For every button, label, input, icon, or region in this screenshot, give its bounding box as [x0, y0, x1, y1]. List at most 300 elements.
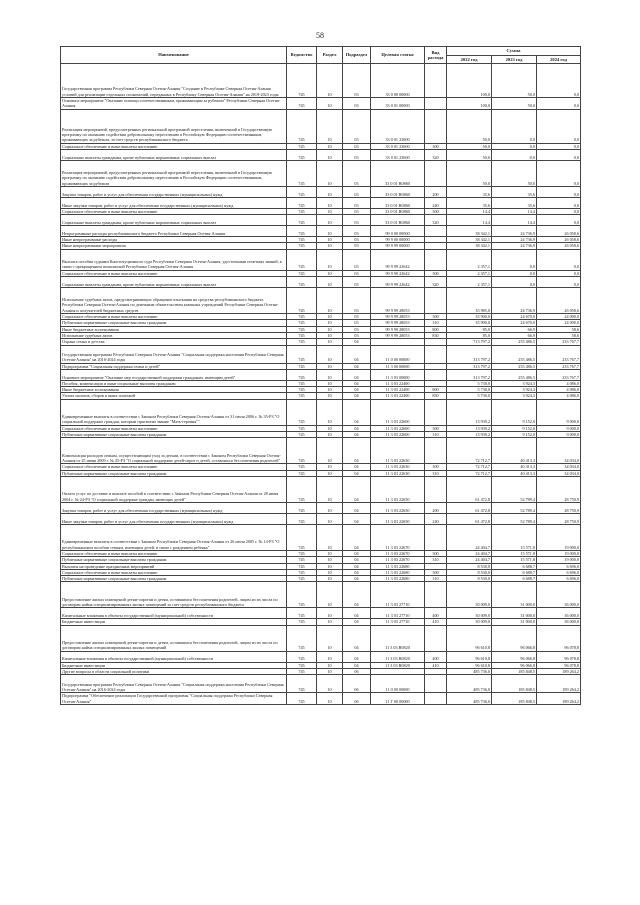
cell-csr: 99 9 99 22642: [371, 277, 425, 288]
cell-csr: 33 0 01 R0860: [371, 160, 425, 186]
cell-vid: 240: [425, 197, 447, 208]
cell-name: Единовременные выплаты в соответствии с Законом Республики Северная Осетия-Алания от 31 июля 2006 г. № 35-РЗ "О социальной поддержке граждан, которым присвоено звание "Мать-героиня"": [61, 399, 287, 425]
cell-name: Социальное обеспечение и иные выплаты населению: [61, 270, 287, 276]
cell-2022: 485 736,0: [447, 693, 492, 705]
cell-ved: 745: [287, 387, 317, 393]
cell-2024: 0,0: [537, 149, 581, 160]
cell-razdel: 10: [317, 470, 343, 476]
cell-vid: [425, 476, 447, 502]
cell-vid: 400: [425, 651, 447, 662]
cell-2022: 313 797,2: [447, 363, 492, 369]
cell-2024: 4 086,0: [537, 393, 581, 399]
cell-ved: 745: [287, 98, 317, 110]
cell-ved: 745: [287, 675, 317, 693]
cell-ved: 745: [287, 576, 317, 582]
cell-2024: 96 078,8: [537, 662, 581, 668]
cell-ved: 745: [287, 651, 317, 662]
table-row: [61, 625, 581, 651]
cell-2024: 0,0: [537, 109, 581, 143]
cell-vid: 300: [425, 143, 447, 149]
cell-podrazdel: 04: [343, 582, 371, 608]
cell-ved: 745: [287, 237, 317, 243]
cell-csr: 11 3 03 22600: [371, 425, 425, 431]
cell-vid: 300: [425, 314, 447, 320]
cell-vid: [425, 109, 447, 143]
cell-podrazdel: 04: [343, 470, 371, 476]
cell-2024: 28 750,9: [537, 502, 581, 513]
cell-podrazdel: 04: [343, 380, 371, 386]
cell-2022: 14,4: [447, 215, 492, 226]
cell-2024: 0,0: [537, 277, 581, 288]
cell-podrazdel: 06: [343, 669, 371, 675]
cell-2022: 13 939,2: [447, 425, 492, 431]
cell-ved: 745: [287, 149, 317, 160]
cell-razdel: 10: [317, 380, 343, 386]
cell-2022: 485 736,0: [447, 669, 492, 675]
cell-razdel: 10: [317, 675, 343, 693]
cell-name: Уплата налогов, сборов и иных платежей: [61, 393, 287, 399]
cell-razdel: 10: [317, 288, 343, 314]
cell-csr: 99 9 99 22642: [371, 249, 425, 270]
table-row: [61, 513, 581, 524]
cell-2023: 6 688,7: [492, 576, 537, 582]
cell-vid: 850: [425, 393, 447, 399]
cell-podrazdel: 03: [343, 270, 371, 276]
table-row: [61, 399, 581, 425]
cell-csr: 33 0 01 23600: [371, 143, 425, 149]
cell-2024: 6 696,0: [537, 569, 581, 575]
cell-vid: 800: [425, 387, 447, 393]
cell-csr: 99 0 00 00000: [371, 226, 425, 237]
cell-csr: 11 3 03 22600: [371, 399, 425, 425]
cell-ved: 745: [287, 326, 317, 332]
cell-name: Единовременные выплаты в соответствии с Законом Республики Северная Осетия-Алания от 26 июля 2005 г. № 14-РЗ "О республиканском пособии семьям, имеющим детей, в связи с рождением ребенка": [61, 524, 287, 550]
cell-2022: 96 610,8: [447, 625, 492, 651]
cell-razdel: 10: [317, 143, 343, 149]
cell-name: Социальное обеспечение и иные выплаты населению: [61, 464, 287, 470]
cell-podrazdel: 03: [343, 109, 371, 143]
cell-name: Подпрограмма "Социальная поддержка семьи и детей": [61, 363, 287, 369]
cell-2022: 2 357,1: [447, 249, 492, 270]
cell-podrazdel: 04: [343, 524, 371, 550]
cell-2022: 2 357,1: [447, 270, 492, 276]
cell-podrazdel: 04: [343, 662, 371, 668]
cell-razdel: 10: [317, 363, 343, 369]
cell-name: Предоставление жилых помещений детям-сиротам и детям, оставшимся без попечения родителей, лицам из их числа по договорам найма специализированных жилых помещений: [61, 625, 287, 651]
cell-2024: 34 034,0: [537, 438, 581, 464]
cell-2022: 24 404,7: [447, 524, 492, 550]
cell-2024: 0,0: [537, 64, 581, 98]
page-number: 58: [316, 31, 324, 40]
cell-name: Социальные выплаты гражданам, кроме публичных нормативных социальных выплат: [61, 277, 287, 288]
cell-ved: 745: [287, 550, 317, 556]
cell-csr: 33 0 01 23600: [371, 149, 425, 160]
cell-2024: 0,0: [537, 98, 581, 110]
cell-csr: 11 3 03 22670: [371, 550, 425, 556]
cell-podrazdel: 03: [343, 326, 371, 332]
cell-2024: 0,0: [537, 208, 581, 214]
cell-podrazdel: 03: [343, 226, 371, 237]
cell-vid: 320: [425, 215, 447, 226]
cell-razdel: 10: [317, 582, 343, 608]
cell-podrazdel: 04: [343, 339, 371, 345]
table-header: [61, 47, 581, 64]
cell-2022: 35 985,0: [447, 288, 492, 314]
cell-2023: 0,0: [492, 109, 537, 143]
cell-csr: 11 3 03 R0820: [371, 651, 425, 662]
cell-2023: 31 000,0: [492, 619, 537, 625]
cell-name: Подпрограмма "Обеспечение реализации Государственной программы "Социальная поддержка Республики Северная Осетия-Алания": [61, 693, 287, 705]
cell-2022: 85,0: [447, 332, 492, 338]
cell-csr: 33 0 00 00000: [371, 64, 425, 98]
cell-name: Закупка товаров, работ и услуг для обеспечения государственных (муниципальных) нужд: [61, 186, 287, 197]
cell-name: Иные бюджетные ассигнования: [61, 387, 287, 393]
cell-ved: 745: [287, 380, 317, 386]
col-ved-header: Ведомство: [287, 47, 317, 64]
cell-name: Исполнение судебных актов: [61, 332, 287, 338]
cell-podrazdel: 04: [343, 651, 371, 662]
cell-2022: 50,0: [447, 109, 492, 143]
cell-2022: 8 530,0: [447, 576, 492, 582]
col-2024-header: 2024 год: [537, 56, 581, 64]
cell-csr: 99 9 99 28053: [371, 320, 425, 326]
cell-podrazdel: 04: [343, 345, 371, 363]
table-row: [61, 651, 581, 662]
col-razdel-header: Раздел: [317, 47, 343, 64]
cell-csr: 11 3 03 27710: [371, 619, 425, 625]
cell-podrazdel: 04: [343, 608, 371, 619]
cell-2024: 233 767,7: [537, 339, 581, 345]
cell-razdel: 10: [317, 662, 343, 668]
cell-vid: 300: [425, 425, 447, 431]
cell-name: Публичные нормативные социальные выплаты гражданам: [61, 557, 287, 563]
cell-2023: 66,9: [492, 326, 537, 332]
cell-csr: 99 9 99 28053: [371, 332, 425, 338]
cell-2022: 313 797,2: [447, 345, 492, 363]
cell-razdel: 10: [317, 438, 343, 464]
table-row: [61, 288, 581, 314]
cell-2024: 26 058,6: [537, 243, 581, 249]
cell-vid: 830: [425, 332, 447, 338]
cell-2023: 24 736,9: [492, 237, 537, 243]
cell-2024: 58,6: [537, 332, 581, 338]
cell-2023: 255 486,5: [492, 345, 537, 363]
cell-2022: 85,0: [447, 326, 492, 332]
cell-2022: 61 472,8: [447, 502, 492, 513]
cell-razdel: 10: [317, 476, 343, 502]
cell-razdel: 10: [317, 464, 343, 470]
cell-csr: 33 0 01 00000: [371, 98, 425, 110]
cell-podrazdel: 03: [343, 98, 371, 110]
cell-podrazdel: 04: [343, 569, 371, 575]
cell-csr: 11 3 03 22630: [371, 470, 425, 476]
cell-vid: 300: [425, 550, 447, 556]
cell-razdel: 10: [317, 197, 343, 208]
cell-podrazdel: 06: [343, 693, 371, 705]
cell-2023: 255 486,5: [492, 369, 537, 380]
cell-csr: 33 0 01 R0860: [371, 186, 425, 197]
cell-ved: 745: [287, 464, 317, 470]
cell-2024: 6 696,0: [537, 576, 581, 582]
cell-ved: 745: [287, 693, 317, 705]
cell-2022: 72 712,7: [447, 470, 492, 476]
cell-2023: 3 924,3: [492, 393, 537, 399]
cell-2023: 185 848,5: [492, 693, 537, 705]
cell-2024: 26 058,6: [537, 226, 581, 237]
cell-name: Социальные выплаты гражданам, кроме публичных нормативных социальных выплат: [61, 215, 287, 226]
cell-name: Бюджетные инвестиции: [61, 619, 287, 625]
cell-razdel: 10: [317, 502, 343, 513]
cell-ved: 745: [287, 64, 317, 98]
cell-2022: 2 357,1: [447, 277, 492, 288]
cell-vid: 310: [425, 320, 447, 326]
cell-razdel: 10: [317, 320, 343, 326]
table-row: [61, 226, 581, 237]
cell-2022: 5 730,0: [447, 393, 492, 399]
cell-ved: 745: [287, 470, 317, 476]
cell-2024: 24 000,0: [537, 314, 581, 320]
col-csr-header: Целевая статья: [371, 47, 425, 64]
cell-2022: 30 009,0: [447, 608, 492, 619]
cell-2024: 0,0: [537, 186, 581, 197]
cell-csr: 11 0 00 00000: [371, 345, 425, 363]
cell-2023: 0,0: [492, 143, 537, 149]
cell-2024: 26 058,6: [537, 288, 581, 314]
cell-vid: [425, 64, 447, 98]
cell-2024: 34 034,0: [537, 464, 581, 470]
cell-csr: 99 9 99 28053: [371, 288, 425, 314]
cell-razdel: 10: [317, 669, 343, 675]
cell-2022: 35,6: [447, 186, 492, 197]
cell-podrazdel: 04: [343, 476, 371, 502]
cell-vid: 400: [425, 608, 447, 619]
cell-2022: 30 009,0: [447, 619, 492, 625]
cell-csr: 33 0 01 R0860: [371, 215, 425, 226]
cell-csr: 33 0 01 R0860: [371, 208, 425, 214]
cell-2024: 19 000,0: [537, 550, 581, 556]
cell-2022: 24 404,7: [447, 557, 492, 563]
table-row: [61, 186, 581, 197]
cell-2022: 100,0: [447, 98, 492, 110]
cell-2023: 0,0: [492, 149, 537, 160]
cell-2024: 96 078,8: [537, 651, 581, 662]
cell-ved: 745: [287, 249, 317, 270]
cell-podrazdel: 03: [343, 197, 371, 208]
cell-2022: 8 530,0: [447, 569, 492, 575]
cell-name: Иные закупки товаров, работ и услуг для обеспечения государственных (муниципальных) нужд: [61, 513, 287, 524]
cell-podrazdel: 03: [343, 186, 371, 197]
cell-2024: 36 000,0: [537, 619, 581, 625]
cell-csr: 11 3 03 22650: [371, 476, 425, 502]
cell-name: Социальное обеспечение и иные выплаты населению: [61, 550, 287, 556]
cell-2023: 40 413,3: [492, 464, 537, 470]
cell-razdel: 10: [317, 387, 343, 393]
cell-csr: 11 3 03 27710: [371, 608, 425, 619]
cell-2022: 5 730,0: [447, 380, 492, 386]
cell-name: Компенсация расходов семьям, осуществляющим уход за детьми, в соответствии с Законом Республики Северная Осетия-Алания от 25 июня 2009 г. № 25-РЗ "О социальной поддержке детей-сирот и детей, оставшихся без попечения родителей": [61, 438, 287, 464]
cell-name: Иные непрограммные расходы: [61, 237, 287, 243]
cell-ved: 745: [287, 393, 317, 399]
cell-razdel: 10: [317, 399, 343, 425]
cell-razdel: 10: [317, 98, 343, 110]
table-row: [61, 197, 581, 208]
cell-name: Исполнение судебных актов, предусматривающих обращение взыскания на средства республиканского бюджета Республики Северная Осетия-Алания по денежным обязательствам казенных учреждений Республики Северная Осетия-Алания и получателей бюджетных средств: [61, 288, 287, 314]
table-row: [61, 438, 581, 464]
cell-2022: 35,6: [447, 197, 492, 208]
cell-vid: 200: [425, 186, 447, 197]
cell-2023: 24 736,9: [492, 226, 537, 237]
cell-ved: 745: [287, 582, 317, 608]
cell-name: Реализация мероприятий, предусмотренных региональной программой переселения, включенной в Государственную программу по оказанию содействия добровольному переселению в Российскую Федерацию соотечественников, проживающих за рубежом, за счет средств республиканского бюджета: [61, 109, 287, 143]
cell-ved: 745: [287, 363, 317, 369]
table-row: [61, 582, 581, 608]
cell-vid: [425, 693, 447, 705]
cell-podrazdel: 03: [343, 288, 371, 314]
table-row: [61, 98, 581, 110]
table-row: [61, 149, 581, 160]
cell-2022: 38 342,1: [447, 237, 492, 243]
cell-2022: 13 939,2: [447, 432, 492, 438]
cell-ved: 745: [287, 513, 317, 524]
cell-razdel: 10: [317, 243, 343, 249]
cell-name: Иные закупки товаров, работ и услуг для обеспечения государственных (муниципальных) нужд: [61, 197, 287, 208]
table-row: [61, 345, 581, 363]
cell-ved: 745: [287, 270, 317, 276]
cell-2024: 19 000,0: [537, 524, 581, 550]
cell-name: Основное мероприятие "Оказание помощи соотечественникам, проживающим за рубежом" Республики Северная Осетия-Алания: [61, 98, 287, 110]
cell-2024: 28 750,9: [537, 476, 581, 502]
cell-ved: 745: [287, 557, 317, 563]
cell-vid: [425, 582, 447, 608]
cell-podrazdel: 03: [343, 143, 371, 149]
cell-razdel: 10: [317, 149, 343, 160]
cell-podrazdel: 03: [343, 320, 371, 326]
cell-name: Государственная программа Республики Северная Осетия-Алания "Социальная поддержка населения Республики Северная Осетия-Алания" на 2016-2024 годы: [61, 345, 287, 363]
cell-razdel: 10: [317, 524, 343, 550]
cell-2022: 96 610,8: [447, 662, 492, 668]
cell-vid: 240: [425, 513, 447, 524]
cell-podrazdel: 04: [343, 369, 371, 380]
cell-csr: 33 0 01 23600: [371, 109, 425, 143]
cell-csr: 11 3 03 22680: [371, 569, 425, 575]
cell-vid: 310: [425, 432, 447, 438]
cell-podrazdel: 04: [343, 464, 371, 470]
cell-2022: 30 009,0: [447, 582, 492, 608]
cell-razdel: 10: [317, 215, 343, 226]
cell-name: Пособия, компенсации и иные социальные выплаты гражданам: [61, 380, 287, 386]
cell-razdel: 10: [317, 619, 343, 625]
cell-razdel: 10: [317, 693, 343, 705]
cell-2024: 36 000,0: [537, 608, 581, 619]
cell-2024: 189 264,2: [537, 675, 581, 693]
cell-ved: 745: [287, 345, 317, 363]
cell-name: Выплаты на проведение праздничных мероприятий: [61, 563, 287, 569]
cell-2023: 15 571,8: [492, 557, 537, 563]
cell-2023: 96 066,8: [492, 651, 537, 662]
cell-2024: 9 000,0: [537, 425, 581, 431]
table-row: [61, 249, 581, 270]
cell-ved: 745: [287, 569, 317, 575]
cell-razdel: 10: [317, 339, 343, 345]
cell-podrazdel: 04: [343, 387, 371, 393]
cell-csr: 11 3 03 22600: [371, 432, 425, 438]
cell-2023: 24 736,9: [492, 288, 537, 314]
cell-name: Социальное обеспечение и иные выплаты населению: [61, 569, 287, 575]
cell-2023: 6 688,7: [492, 569, 537, 575]
cell-podrazdel: 04: [343, 625, 371, 651]
cell-razdel: 10: [317, 109, 343, 143]
cell-razdel: 10: [317, 186, 343, 197]
table-row: [61, 160, 581, 186]
cell-name: Публичные нормативные социальные выплаты гражданам: [61, 432, 287, 438]
cell-podrazdel: 04: [343, 399, 371, 425]
cell-2024: 9 000,0: [537, 432, 581, 438]
cell-csr: 11 3 03 22630: [371, 464, 425, 470]
cell-podrazdel: 04: [343, 363, 371, 369]
cell-2023: 35,6: [492, 186, 537, 197]
cell-2024: 233 767,7: [537, 363, 581, 369]
cell-vid: 410: [425, 619, 447, 625]
cell-ved: 745: [287, 186, 317, 197]
cell-vid: 300: [425, 208, 447, 214]
cell-ved: 745: [287, 502, 317, 513]
cell-ved: 745: [287, 425, 317, 431]
cell-2023: 96 066,8: [492, 625, 537, 651]
cell-podrazdel: 04: [343, 550, 371, 556]
cell-podrazdel: 04: [343, 502, 371, 513]
cell-podrazdel: 04: [343, 619, 371, 625]
cell-csr: 11 3 03 22650: [371, 502, 425, 513]
cell-2023: 9 152,0: [492, 425, 537, 431]
cell-2024: 0,0: [537, 143, 581, 149]
cell-2023: 96 066,8: [492, 662, 537, 668]
cell-name: Капитальные вложения в объекты государственной (муниципальной) собственности: [61, 608, 287, 619]
cell-vid: [425, 524, 447, 550]
cell-podrazdel: 03: [343, 208, 371, 214]
cell-2024: 58,6: [537, 326, 581, 332]
cell-2023: 52 789,4: [492, 513, 537, 524]
cell-name: Государственная программа Республики Северная Осетия-Алания "Создание в Республике Северная Осетия-Алания условий для реализации отдельных полномочий, переданных в Республику Северная Осетия-Алания" на 2019-2023 годы: [61, 64, 287, 98]
cell-name: Публичные нормативные социальные выплаты гражданам: [61, 320, 287, 326]
cell-2023: 40 413,3: [492, 438, 537, 464]
cell-razdel: 10: [317, 249, 343, 270]
table-row: [61, 64, 581, 98]
cell-2022: 14,4: [447, 208, 492, 214]
cell-2024: 26 058,6: [537, 237, 581, 243]
cell-ved: 745: [287, 314, 317, 320]
cell-ved: 745: [287, 208, 317, 214]
cell-name: Другие вопросы в области социальной политики: [61, 669, 287, 675]
cell-csr: 11 Г 00 00000: [371, 693, 425, 705]
cell-2022: 38 342,1: [447, 243, 492, 249]
cell-csr: 11 3 03 R0820: [371, 662, 425, 668]
cell-ved: 745: [287, 432, 317, 438]
cell-csr: 11 3 03 22630: [371, 438, 425, 464]
cell-ved: 745: [287, 438, 317, 464]
cell-podrazdel: 04: [343, 438, 371, 464]
cell-csr: 99 9 99 22642: [371, 270, 425, 276]
cell-2022: 313 797,2: [447, 369, 492, 380]
cell-name: Основное мероприятие "Оказание мер государственной поддержки гражданам, имеющим детей": [61, 369, 287, 380]
table-row: [61, 502, 581, 513]
cell-2023: 24 670,0: [492, 314, 537, 320]
cell-podrazdel: 04: [343, 557, 371, 563]
cell-ved: 745: [287, 197, 317, 208]
cell-podrazdel: 03: [343, 277, 371, 288]
cell-razdel: 10: [317, 277, 343, 288]
cell-2022: 485 736,0: [447, 675, 492, 693]
cell-razdel: 10: [317, 369, 343, 380]
